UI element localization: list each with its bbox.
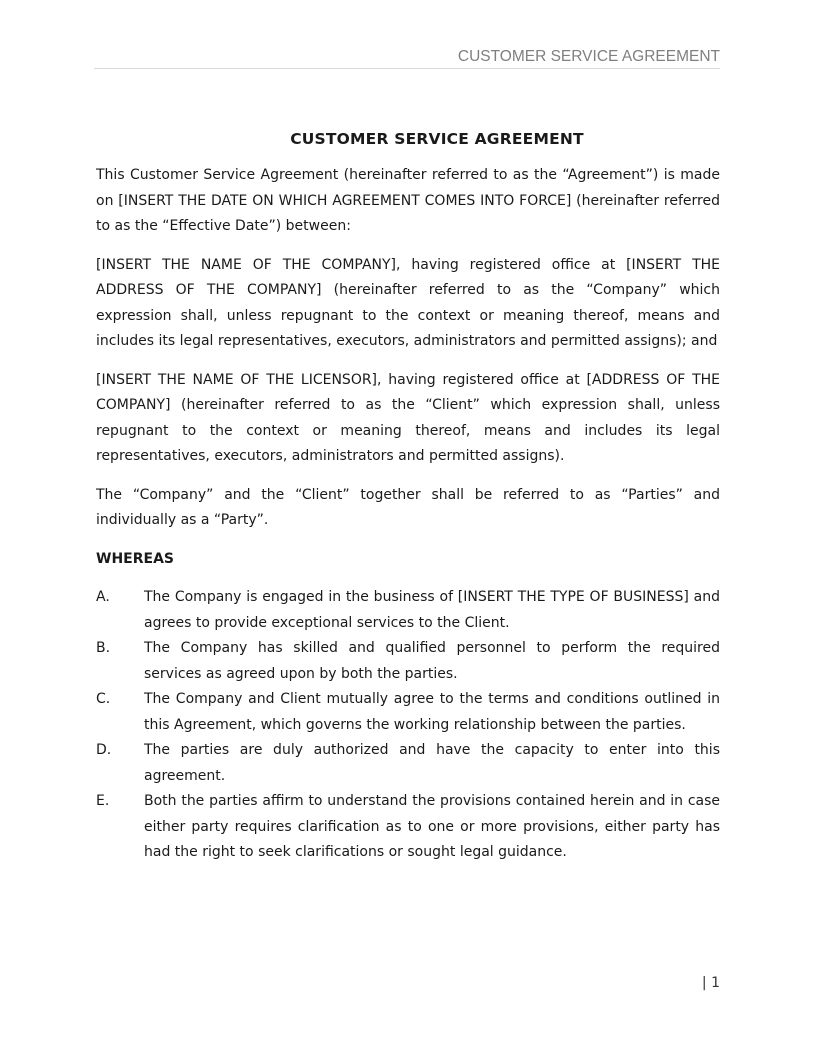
recital-item (96, 789, 720, 866)
recital-letter: E. (96, 793, 110, 809)
recital-letter: C. (96, 691, 111, 707)
recital-letter: B. (96, 640, 111, 656)
recital-text: The parties are duly authorized and have the capacity to enter into this agreement. (144, 742, 720, 784)
header-running-title: CUSTOMER SERVICE AGREEMENT (457, 48, 720, 65)
recitals-list (96, 585, 720, 866)
parties-definition-paragraph: The “Company” and the “Client” together shall be referred to as “Parties” and individually as a “Party”. (96, 486, 720, 528)
recital-item (96, 585, 720, 636)
page-number: | 1 (701, 975, 720, 991)
recital-text: The Company and Client mutually agree to the terms and conditions outlined in this Agreement, which governs the working relationship between the parties. (144, 691, 720, 733)
recital-letter: D. (96, 742, 112, 758)
company-party-paragraph: [INSERT THE NAME OF THE COMPANY], having registered office at [INSERT THE ADDRESS OF THE COMPANY] (hereinafter referred to as the “Company” which expression shall, unless repugnant to the context or meaning thereof, means and includes its legal representatives, executors, administrators and permitted assigns); and (96, 256, 720, 349)
recital-item (96, 687, 720, 738)
intro-paragraph: This Customer Service Agreement (hereinafter referred to as the “Agreement”) is made on [INSERT THE DATE ON WHICH AGREEMENT COMES INTO FORCE] (hereinafter referred to as the “Effective Date”) between: (96, 167, 720, 234)
document-title: CUSTOMER SERVICE AGREEMENT (290, 130, 584, 148)
whereas-heading: WHEREAS (96, 550, 174, 567)
recital-text: The Company has skilled and qualified personnel to perform the required services as agreed upon by both the parties. (144, 640, 720, 682)
recital-item (96, 738, 720, 789)
page-header (94, 48, 720, 69)
client-party-paragraph: [INSERT THE NAME OF THE LICENSOR], having registered office at [ADDRESS OF THE COMPANY] (hereinafter referred to as the “Client” which expression shall, unless repugnant to the context or meaning thereof, means and includes its legal representatives, executors, administrators and permitted assigns). (96, 371, 720, 464)
recital-text: The Company is engaged in the business of [INSERT THE TYPE OF BUSINESS] and agrees to provide exceptional services to the Client. (144, 589, 720, 631)
recital-item (96, 636, 720, 687)
recital-text: Both the parties affirm to understand the provisions contained herein and in case either party requires clarification as to one or more provisions, either party has had the right to seek clarifications or sought legal guidance. (144, 793, 720, 860)
recital-letter: A. (96, 589, 110, 605)
document-body (96, 128, 720, 866)
